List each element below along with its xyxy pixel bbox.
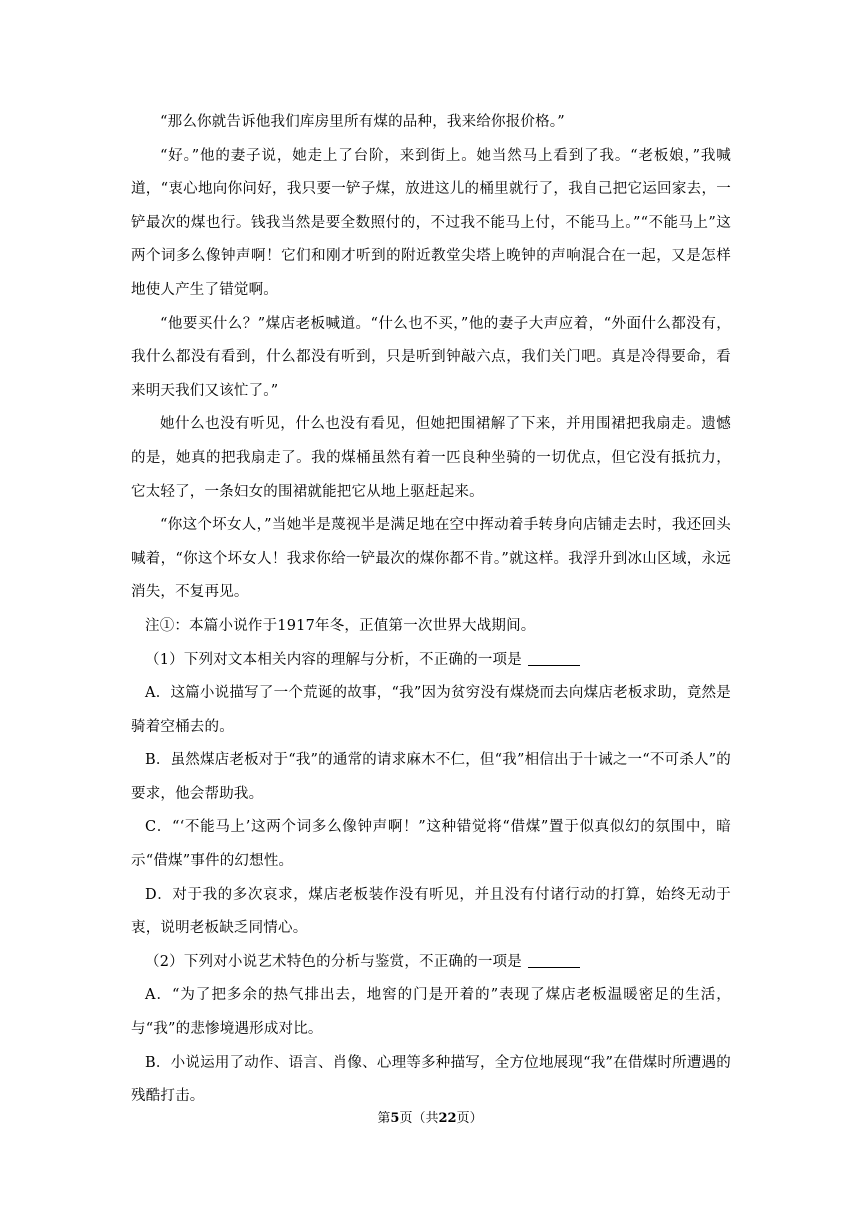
answer-option: A．“为了把多余的热气排出去，地窖的门是开着的”表现了煤店老板温暖密足的生活，与“我”的悲惨境遇形成对比。 [131, 987, 731, 1038]
question-stem-text: （1）下列对文本相关内容的理解与分析，不正确的一项是 [145, 651, 522, 668]
answer-option: B．虽然煤店老板对于“我”的通常的请求麻木不仁，但“我”相信出于十诫之一“不可杀人”的要求，他会帮助我。 [131, 752, 731, 802]
question-stem [131, 946, 731, 980]
question-stem [131, 644, 731, 678]
paragraph: “他要买什么？”煤店老板喊道。“什么也不买，”他的妻子大声应着，“外面什么都没有，我什么都没有看到，什么都没有听到，只是听到钟敲六点，我们关门吧。真是冷得要命，看来明天我们又该忙了。” [131, 315, 731, 399]
page-footer [0, 1110, 860, 1128]
question-stem-text: （2）下列对小说艺术特色的分析与鉴赏，不正确的一项是 [145, 953, 522, 970]
paragraph: “好。”他的妻子说，她走上了台阶，来到街上。她当然马上看到了我。“老板娘，”我喊道，“衷心地向你问好，我只要一铲子煤，放进这儿的桶里就行了，我自己把它运回家去，一铲最次的煤也行。钱我当然是要全数照付的，不过我不能马上付，不能马上。”“不能马上”这两个词多么像钟声啊！它们和刚才听到的附近教堂尖塔上晚钟的声响混合在一起，又是怎样地使人产生了错觉啊。 [131, 147, 731, 298]
paragraph: “那么你就告诉他我们库房里所有煤的品种，我来给你报价格。” [160, 114, 565, 130]
answer-option: C．“‘不能马上’这两个词多么像钟声啊！”这种错觉将“借煤”置于似真似幻的氛围中，暗示“借煤”事件的幻想性。 [131, 819, 731, 870]
footer-mid: 页（共 [399, 1111, 439, 1126]
footer-suffix: 页） [456, 1111, 483, 1126]
footnote: 注①：本篇小说作于1917年冬，正值第一次世界大战期间。 [145, 617, 536, 634]
answer-option: A．这篇小说描写了一个荒诞的故事，“我”因为贫穷没有煤烧而去向煤店老板求助，竟然是骑着空桶去的。 [131, 685, 731, 735]
footer-page-number: 5 [390, 1111, 400, 1126]
paragraph: “你这个坏女人，”当她半是蔑视半是满足地在空中挥动着手转身向店铺走去时，我还回头喊着，“你这个坏女人！我求你给一铲最次的煤你都不肯。”就这样。我浮升到冰山区域，永远消失，不复再见。 [131, 517, 731, 601]
page-content [131, 106, 731, 1114]
footer-total-pages: 22 [438, 1111, 457, 1126]
answer-blank [528, 951, 580, 968]
footer-prefix: 第 [377, 1111, 391, 1126]
answer-option: B．小说运用了动作、语言、肖像、心理等多种描写，全方位地展现“我”在借煤时所遭遇的残酷打击。 [131, 1054, 731, 1105]
answer-option: D．对于我的多次哀求，煤店老板装作没有听见，并且没有付诸行动的打算，始终无动于衷，说明老板缺乏同情心。 [131, 886, 731, 937]
paragraph: 她什么也没有听见，什么也没有看见，但她把围裙解了下来，并用围裙把我扇走。遗憾的是，她真的把我扇走了。我的煤桶虽然有着一匹良种坐骑的一切优点，但它没有抵抗力，它太轻了，一条妇女的围裙就能把它从地上驱赶起来。 [131, 416, 731, 500]
answer-blank [528, 649, 580, 666]
